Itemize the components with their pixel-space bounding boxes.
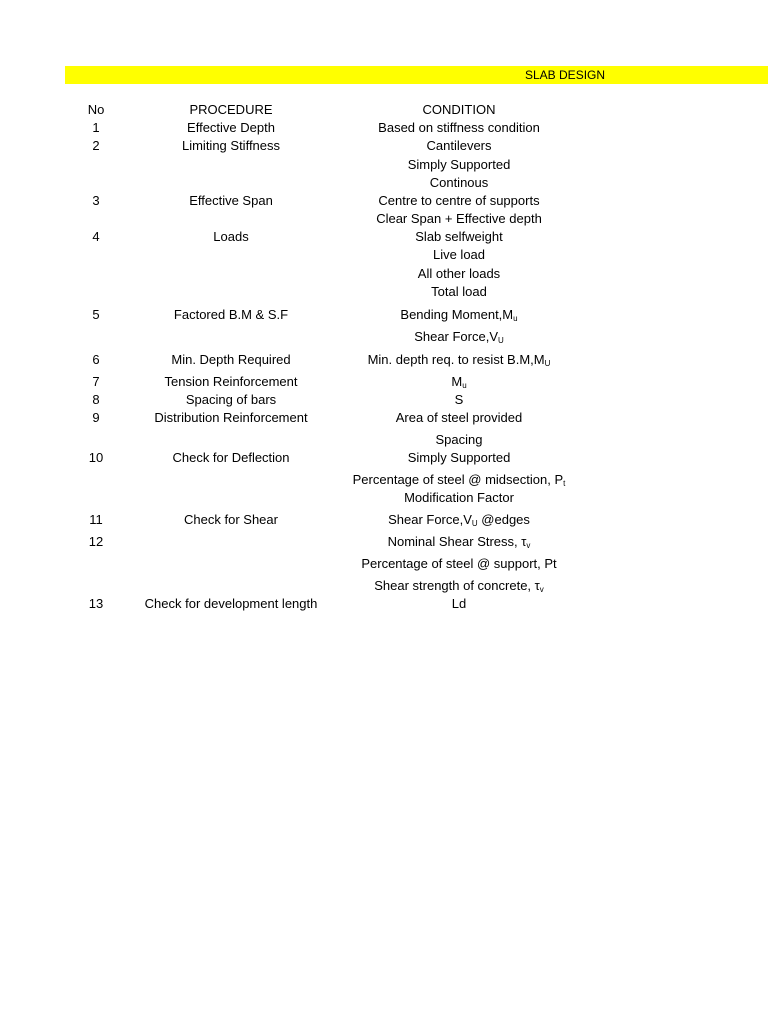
row-no-cell-text: 7 [92, 374, 100, 389]
row-condition-cell[interactable] [336, 266, 582, 282]
row-condition-cell-text: Modification Factor [404, 490, 514, 505]
row-condition-cell-subscript: v [539, 585, 544, 594]
row-condition-cell-text: Based on stiffness condition [378, 120, 540, 135]
row-condition-cell-text: Simply Supported [407, 450, 511, 465]
row-no-cell-text: 3 [92, 193, 100, 208]
row-condition-cell[interactable] [336, 193, 582, 209]
row-no-cell[interactable] [66, 229, 126, 245]
row-procedure-cell[interactable] [126, 450, 336, 466]
row-condition-cell[interactable] [336, 352, 582, 368]
row-condition-cell[interactable] [336, 472, 582, 488]
row-procedure-cell[interactable] [126, 193, 336, 209]
row-no-cell[interactable] [66, 175, 126, 191]
row-condition-cell[interactable] [336, 432, 582, 448]
row-condition-cell[interactable] [336, 410, 582, 426]
row-condition-cell-text: Percentage of steel @ midsection, P [352, 472, 564, 487]
row-condition-cell-subscript: U [498, 336, 504, 345]
row-procedure-cell-text: Check for Shear [184, 512, 278, 527]
row-no-cell-text: 11 [89, 512, 103, 527]
row-condition-cell-text: S [454, 392, 464, 407]
row-procedure-cell-text: Factored B.M & S.F [173, 307, 289, 322]
row-no-cell[interactable] [66, 329, 126, 345]
row-procedure-cell-text: Effective Depth [187, 120, 275, 135]
row-no-cell[interactable] [66, 120, 126, 136]
row-procedure-cell[interactable] [126, 138, 336, 154]
row-no-cell[interactable] [66, 490, 126, 506]
row-procedure-cell[interactable] [126, 175, 336, 191]
row-condition-cell-text: Spacing [435, 432, 483, 447]
row-no-cell-text: 8 [92, 392, 100, 407]
row-procedure-cell[interactable] [126, 512, 336, 528]
row-no-cell[interactable] [66, 138, 126, 154]
row-procedure-cell[interactable] [126, 490, 336, 506]
header-no[interactable]: No [87, 102, 105, 117]
row-no-cell-text: 6 [92, 352, 100, 367]
row-condition-cell-text: Continous [429, 175, 489, 190]
row-no-cell[interactable] [66, 374, 126, 390]
row-procedure-cell[interactable] [126, 329, 336, 345]
row-condition-cell[interactable] [336, 138, 582, 154]
row-procedure-cell-text: Limiting Stiffness [181, 138, 281, 153]
row-no-cell[interactable] [66, 157, 126, 173]
row-procedure-cell[interactable] [126, 472, 336, 488]
row-condition-cell-text: Ld [451, 596, 467, 611]
row-condition-cell-text: Centre to centre of supports [378, 193, 540, 208]
row-condition-cell-subscript: U [544, 359, 551, 368]
row-procedure-cell[interactable] [126, 392, 336, 408]
row-condition-cell-text: Live load [432, 247, 486, 262]
row-condition-cell-text: Shear strength of concrete, τ [374, 578, 540, 593]
row-procedure-cell[interactable] [126, 266, 336, 282]
row-no-cell[interactable] [66, 247, 126, 263]
row-condition-cell[interactable] [336, 450, 582, 466]
row-no-cell[interactable] [66, 410, 126, 426]
row-no-cell-text: 4 [92, 229, 100, 244]
row-condition-cell[interactable] [336, 596, 582, 612]
row-condition-cell-text: All other loads [417, 266, 501, 281]
row-no-cell[interactable] [66, 578, 126, 594]
row-no-cell-text: 1 [92, 120, 100, 135]
header-condition[interactable]: CONDITION [422, 102, 496, 117]
row-condition-cell-text: Bending Moment,M [400, 307, 514, 322]
header-procedure[interactable]: PROCEDURE [189, 102, 273, 117]
row-condition-cell[interactable] [336, 175, 582, 191]
row-procedure-cell[interactable] [126, 596, 336, 612]
row-condition-cell-subscript: t [563, 479, 566, 488]
row-condition-cell-text: Area of steel provided [395, 410, 523, 425]
row-no-cell[interactable] [66, 307, 126, 323]
row-procedure-cell[interactable] [126, 410, 336, 426]
row-no-cell-text: 2 [92, 138, 100, 153]
row-condition-cell[interactable] [336, 512, 582, 528]
row-no-cell-text: 5 [92, 307, 100, 322]
row-no-cell[interactable] [66, 472, 126, 488]
row-condition-cell-text: Cantilevers [426, 138, 492, 153]
row-no-cell[interactable] [66, 392, 126, 408]
row-procedure-cell[interactable] [126, 120, 336, 136]
row-procedure-cell[interactable] [126, 284, 336, 300]
row-procedure-cell[interactable] [126, 556, 336, 572]
row-procedure-cell[interactable] [126, 211, 336, 227]
row-condition-cell-text: Min. depth req. to resist B.M,M [367, 352, 545, 367]
row-no-cell-text: 13 [88, 596, 104, 611]
row-procedure-cell[interactable] [126, 157, 336, 173]
row-condition-cell-text: Shear Force,V [414, 329, 499, 344]
row-procedure-cell-text: Spacing of bars [185, 392, 277, 407]
row-condition-cell-subscript: v [526, 541, 531, 550]
row-procedure-cell[interactable] [126, 432, 336, 448]
row-procedure-cell-text: Check for development length [144, 596, 318, 611]
row-condition-cell[interactable] [336, 578, 582, 594]
row-condition-cell-text: Simply Supported [407, 157, 511, 172]
row-condition-cell-text: Total load [431, 284, 487, 299]
row-no-cell[interactable] [66, 284, 126, 300]
row-no-cell[interactable] [66, 512, 126, 528]
row-no-cell[interactable] [66, 556, 126, 572]
row-condition-cell[interactable] [336, 329, 582, 345]
row-condition-cell[interactable] [336, 374, 582, 390]
title-bar [65, 66, 768, 84]
row-condition-cell[interactable] [336, 284, 582, 300]
row-condition-cell-subscript: u [513, 314, 518, 323]
row-condition-cell-text: M [451, 374, 463, 389]
row-no-cell-text: 10 [88, 450, 104, 465]
sheet-title[interactable]: SLAB DESIGN [525, 68, 606, 82]
row-procedure-cell-text: Min. Depth Required [171, 352, 291, 367]
row-condition-cell[interactable] [336, 534, 582, 550]
row-no-cell[interactable] [66, 211, 126, 227]
row-no-cell[interactable] [66, 432, 126, 448]
row-condition-cell-text: Slab selfweight [415, 229, 503, 244]
row-condition-cell-text: Clear Span + Effective depth [376, 211, 542, 226]
row-condition-cell[interactable] [336, 120, 582, 136]
row-procedure-cell-text: Effective Span [189, 193, 273, 208]
row-procedure-cell[interactable] [126, 307, 336, 323]
row-no-cell[interactable] [66, 352, 126, 368]
row-no-cell-text: 9 [92, 410, 100, 425]
row-condition-cell[interactable] [336, 556, 582, 572]
row-procedure-cell[interactable] [126, 534, 336, 550]
row-condition-cell-text: Shear Force,V [388, 512, 472, 527]
row-no-cell[interactable] [66, 450, 126, 466]
row-condition-cell[interactable] [336, 211, 582, 227]
row-no-cell[interactable] [66, 534, 126, 550]
row-condition-cell-text: Nominal Shear Stress, τ [387, 534, 527, 549]
row-procedure-cell[interactable] [126, 247, 336, 263]
row-procedure-cell-text: Check for Deflection [172, 450, 290, 465]
row-no-cell-text: 12 [88, 534, 104, 549]
row-procedure-cell[interactable] [126, 374, 336, 390]
row-procedure-cell[interactable] [126, 352, 336, 368]
row-no-cell[interactable] [66, 266, 126, 282]
row-no-cell[interactable] [66, 193, 126, 209]
row-procedure-cell-text: Distribution Reinforcement [154, 410, 308, 425]
row-condition-cell-suffix: @edges [477, 512, 530, 527]
row-condition-cell[interactable] [336, 157, 582, 173]
row-condition-cell[interactable] [336, 247, 582, 263]
row-condition-cell[interactable] [336, 490, 582, 506]
row-condition-cell[interactable] [336, 307, 582, 323]
row-no-cell[interactable] [66, 596, 126, 612]
row-condition-cell-subscript: U [471, 519, 478, 528]
row-procedure-cell-text: Loads [213, 229, 249, 244]
row-condition-cell-text: Percentage of steel @ support, Pt [361, 556, 557, 571]
row-procedure-cell-text: Tension Reinforcement [164, 374, 298, 389]
row-condition-cell[interactable] [336, 392, 582, 408]
row-procedure-cell[interactable] [126, 578, 336, 594]
row-condition-cell-subscript: u [462, 381, 467, 390]
row-condition-cell[interactable] [336, 229, 582, 245]
row-procedure-cell[interactable] [126, 229, 336, 245]
